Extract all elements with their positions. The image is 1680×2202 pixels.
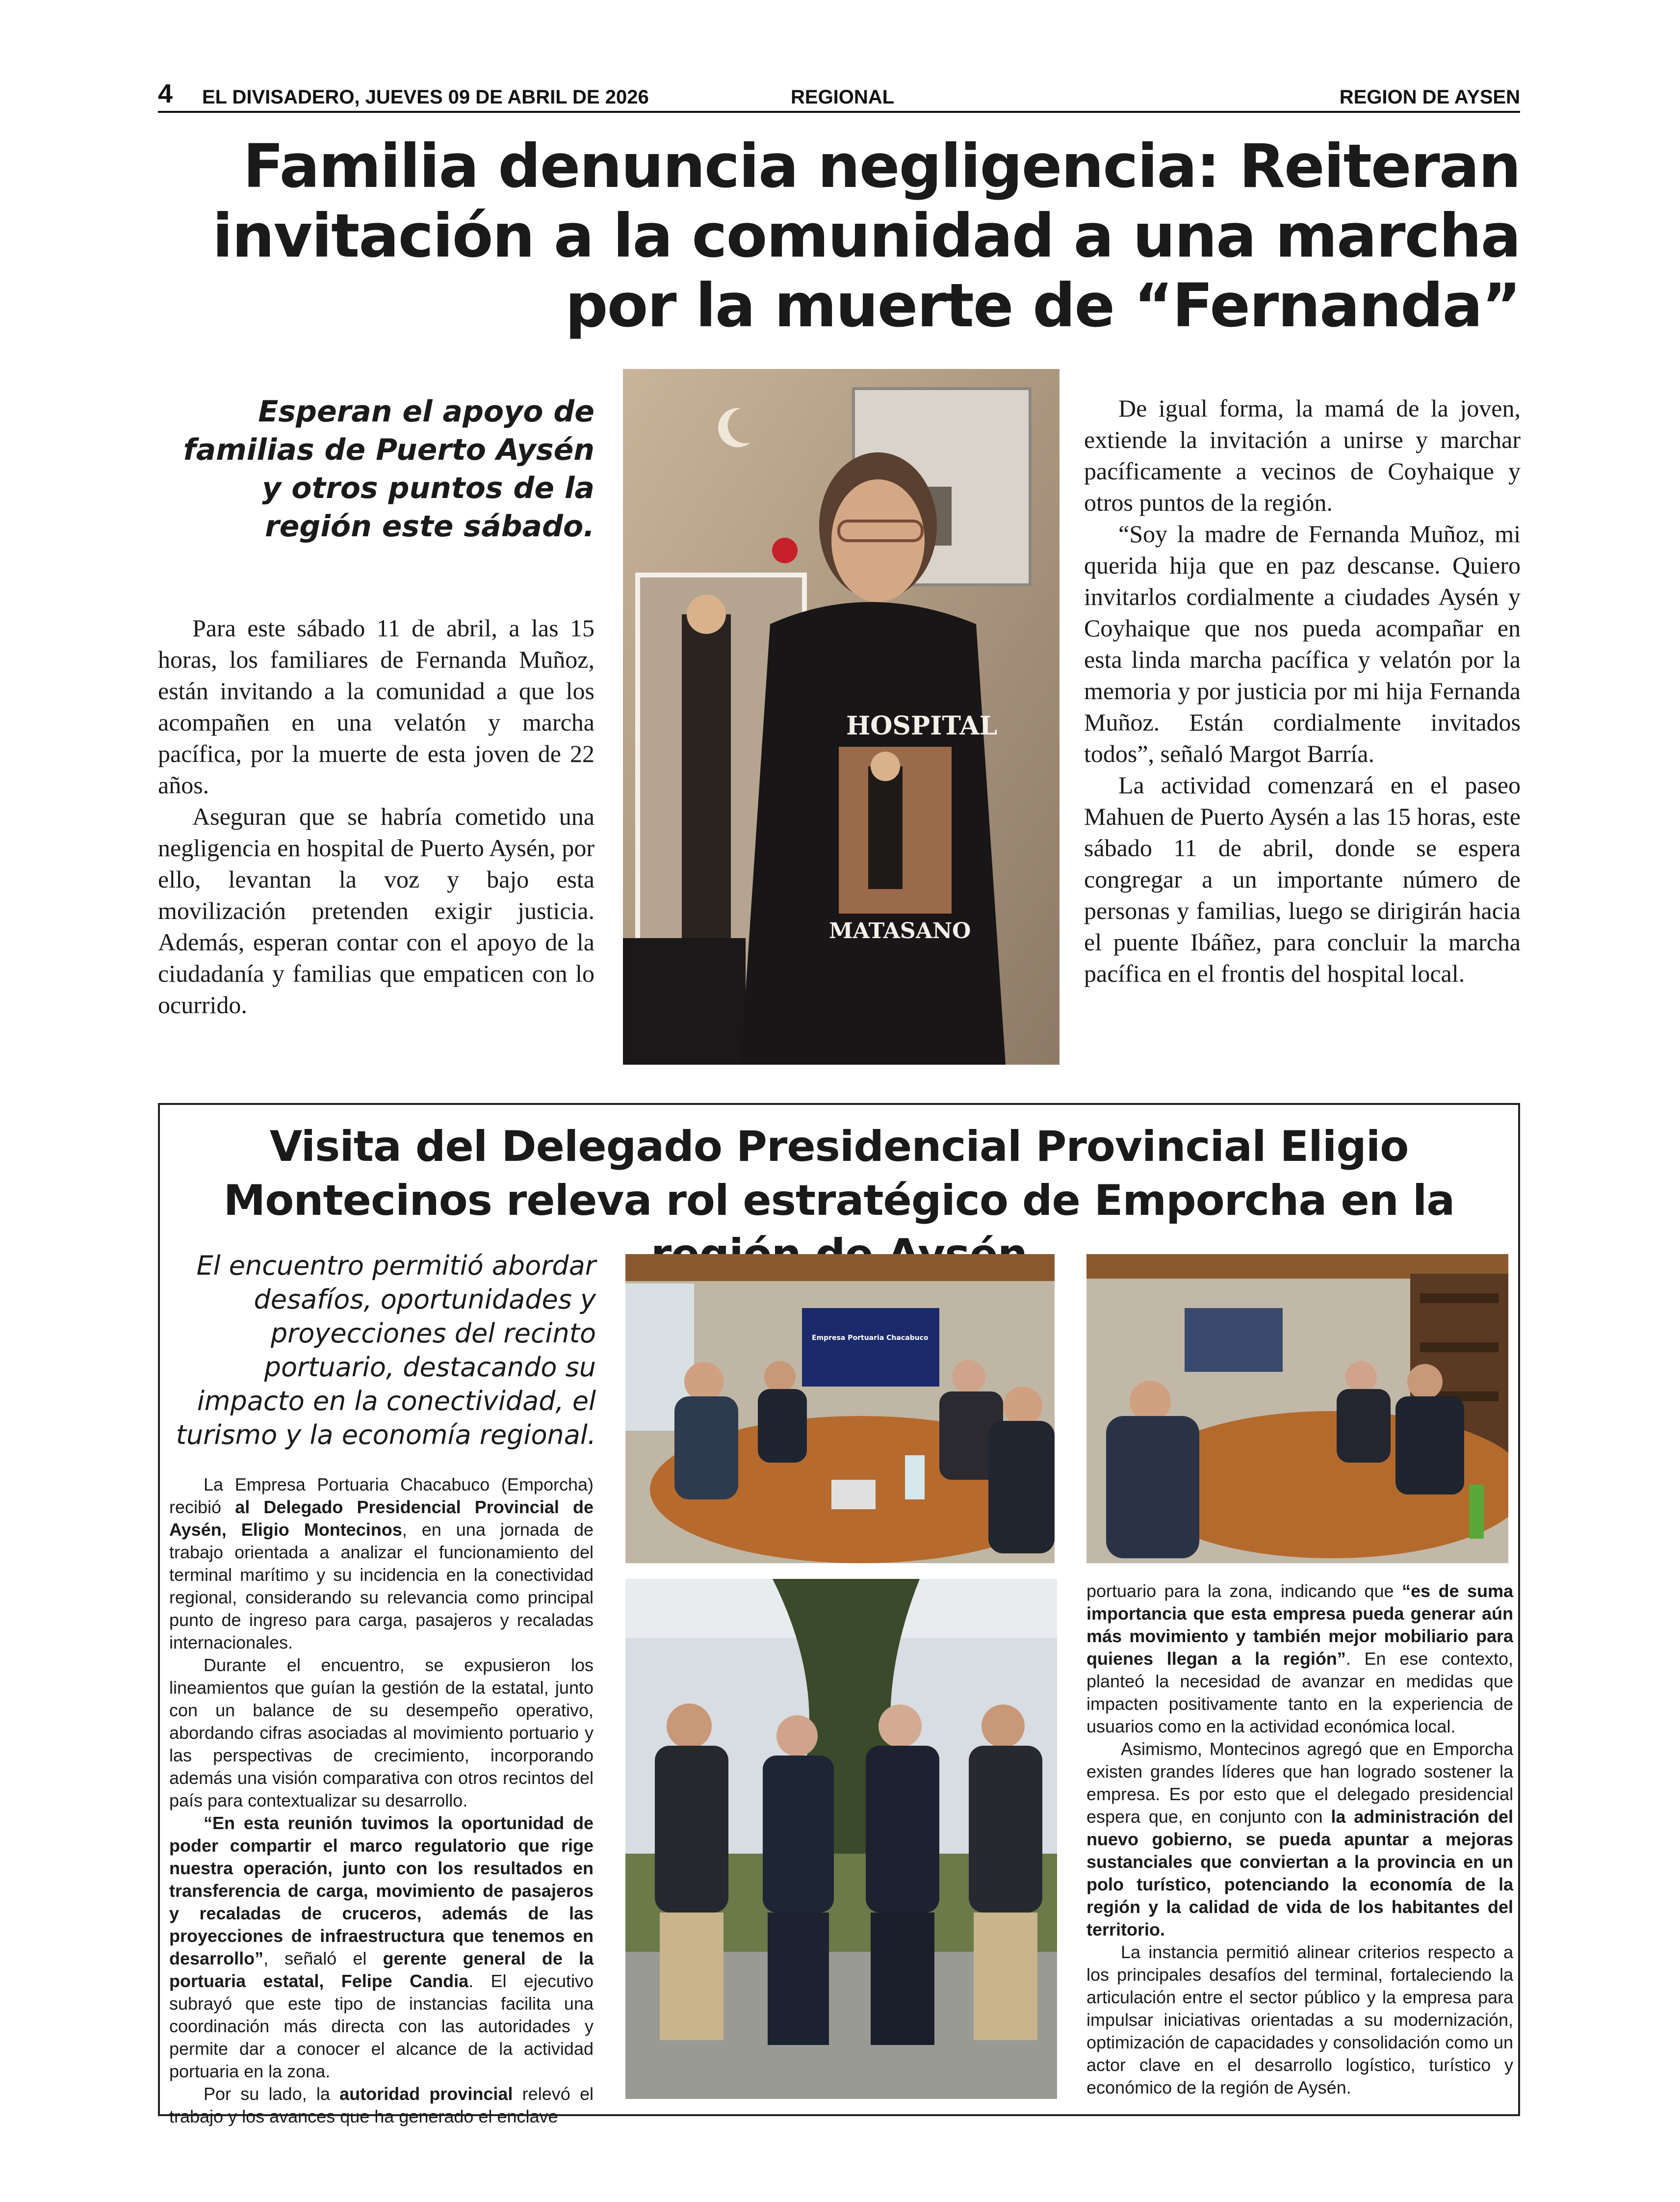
group-photo bbox=[625, 1579, 1057, 2099]
meeting-photo-1 bbox=[625, 1254, 1055, 1563]
paper-date: EL DIVISADERO, JUEVES 09 DE ABRIL DE 2026 bbox=[202, 86, 649, 108]
screen-title: Empresa Portuaria Chacabuco bbox=[812, 1334, 929, 1342]
page-number: 4 bbox=[158, 79, 173, 108]
bold-quote: “En esta reunión tuvimos la oportunidad de poder compartir el marco regulatorio que rige nuestra operación, junto con los resultados en transferencia de carga, movimiento de pasajeros y recaladas de cruceros, además de las proyecciones de infraestructura que tenemos en desarrollo” bbox=[169, 1813, 594, 1968]
article2-column-3 bbox=[1086, 1580, 1513, 2099]
text-run: , en una jornada de trabajo orientada a analizar el funcionamiento del terminal marítimo y su incidencia en la conectividad regional, considerando su relevancia como principal punto de ingreso para carga, pasajeros y recaladas internacionales. bbox=[169, 1520, 594, 1652]
paragraph bbox=[169, 2083, 594, 2128]
article1-headline bbox=[158, 131, 1520, 341]
bold-run: gerente general de la portuaria estatal, Felipe Candia bbox=[169, 1948, 594, 1991]
text-run: portuario para la zona, indicando que bbox=[1086, 1581, 1402, 1601]
section-label: REGIONAL bbox=[791, 86, 895, 108]
text-run: La Empresa Portuaria Chacabuco (Emporcha) recibió bbox=[169, 1474, 594, 1517]
page-header bbox=[158, 79, 1520, 113]
paragraph: La actividad comenzará en el paseo Mahuen de Puerto Aysén a las 15 horas, este sábado 11 de abril, donde se espera congregar a un importante número de personas y familias, luego se dirigirán hacia el puente Ibáñez, para concluir la marcha pacífica en el frontis del hospital local. bbox=[1084, 771, 1521, 987]
paragraph: Durante el encuentro, se expusieron los lineamientos que guían la gestión de la estatal, junto con un balance de su desempeño operativo, abordando cifras asociadas al movimiento portuario y las perspectivas de crecimiento, incorporando además una visión comparativa con otros recintos del país para contextualizar su desarrollo. bbox=[169, 1655, 594, 1810]
paragraph bbox=[1086, 1738, 1513, 1941]
meeting-photo-2 bbox=[1086, 1254, 1508, 1563]
shirt-text-hospital: HOSPITAL bbox=[846, 711, 998, 741]
paragraph: La instancia permitió alinear criterios respecto a los principales desafíos del terminal, fortaleciendo la articulación entre el sector público y la empresa para impulsar iniciativas orientadas a su modernización, optimización de capacidades y consolidación como un actor clave en el desarrollo logístico, turístico y económico de la región de Aysén. bbox=[1086, 1942, 1513, 2097]
article1-kicker: Esperan el apoyo de familias de Puerto Aysén y otros puntos de la región este sábado. bbox=[183, 394, 594, 544]
paragraph bbox=[1086, 1580, 1513, 1738]
article1-column-1 bbox=[158, 612, 594, 1021]
article2-kicker: El encuentro permitió abordar desafíos, oportunidades y proyecciones del recinto portuario, destacando su impacto en la conectividad, el turismo y la economía regional. bbox=[176, 1250, 596, 1450]
headline-rest-part: Reiteran invitación a la comunidad a una marcha por la muerte de “Fernanda” bbox=[212, 131, 1520, 341]
text-run: Por su lado, la bbox=[204, 2084, 340, 2104]
bold-quote: “es de suma importancia que esta empresa pueda generar aún más movimiento y también mejor mobiliario para quienes llegan a la región” bbox=[1086, 1581, 1513, 1669]
text-run: , señaló el bbox=[263, 1948, 383, 1968]
text-run: . El ejecutivo subrayó que este tipo de instancias facilita una coordinación más directa con las autoridades y permite dar a conocer el alcance de la actividad portuaria en la zona. bbox=[169, 1971, 594, 2081]
mother-photo bbox=[623, 369, 1060, 1065]
paragraph: “Soy la madre de Fernanda Muñoz, mi querida hija que en paz descanse. Quiero invitarlos cordialmente a ciudades Aysén y Coyhaique que nos pueda acompañar en esta linda marcha pacífica y velatón por la memoria y por justicia por mi hija Fernanda Muñoz. Están cordialmente invitados todos”, señaló Margot Barría. bbox=[1084, 520, 1521, 767]
bold-run: al Delegado Presidencial Provincial de Aysén, Eligio Montecinos bbox=[169, 1497, 594, 1540]
paragraph: De igual forma, la mamá de la joven, extiende la invitación a unirse y marchar pacíficamente a vecinos de Coyhaique y otros puntos de la región. bbox=[1084, 394, 1521, 516]
text-run: Asimismo, Montecinos agregó que en Emporcha existen grandes líderes que han logrado sostener la empresa. Es por esto que el delegado presidencial espera que, en conjunto con bbox=[1086, 1739, 1513, 1827]
paragraph: Aseguran que se habría cometido una negligencia en hospital de Puerto Aysén, por ello, levantan la voz y bajo esta movilización pretenden exigir justicia. Además, esperan contar con el apoyo de la ciudadanía y familias que empaticen con lo ocurrido. bbox=[158, 803, 594, 1019]
article1-column-3 bbox=[1084, 393, 1521, 989]
article2-column-1 bbox=[169, 1473, 594, 2128]
paragraph bbox=[169, 1473, 594, 1654]
bold-run: autoridad provincial bbox=[339, 2084, 513, 2104]
text-run: . En ese contexto, planteó la necesidad de avanzar en medidas que impacten positivamente tanto en la experiencia de usuarios como en la actividad económica local. bbox=[1086, 1649, 1513, 1736]
paragraph bbox=[169, 1812, 594, 2083]
paragraph: Para este sábado 11 de abril, a las 15 horas, los familiares de Fernanda Muñoz, están invitando a la comunidad a que los acompañen en una velatón y marcha pacífica, por la muerte de esta joven de 22 años. bbox=[158, 614, 594, 799]
region-label: REGION DE AYSEN bbox=[1339, 86, 1520, 108]
article2-headline: Visita del Delegado Presidencial Provincial Eligio Montecinos releva rol estratégico de Emporcha en la bbox=[223, 1122, 1455, 1225]
headline-bold-part: Familia denuncia negligencia: bbox=[243, 131, 1219, 201]
bold-run: la administración del nuevo gobierno, se pueda apuntar a mejoras sustanciales que conviertan a la provincia en un polo turístico, potenciando la economía de la región y la calidad de vida de los habitantes del territorio. bbox=[1086, 1807, 1513, 1940]
shirt-text-matasano: MATASANO bbox=[829, 918, 971, 944]
text-run: relevó el trabajo y los avances que ha generado el enclave bbox=[169, 2084, 594, 2126]
